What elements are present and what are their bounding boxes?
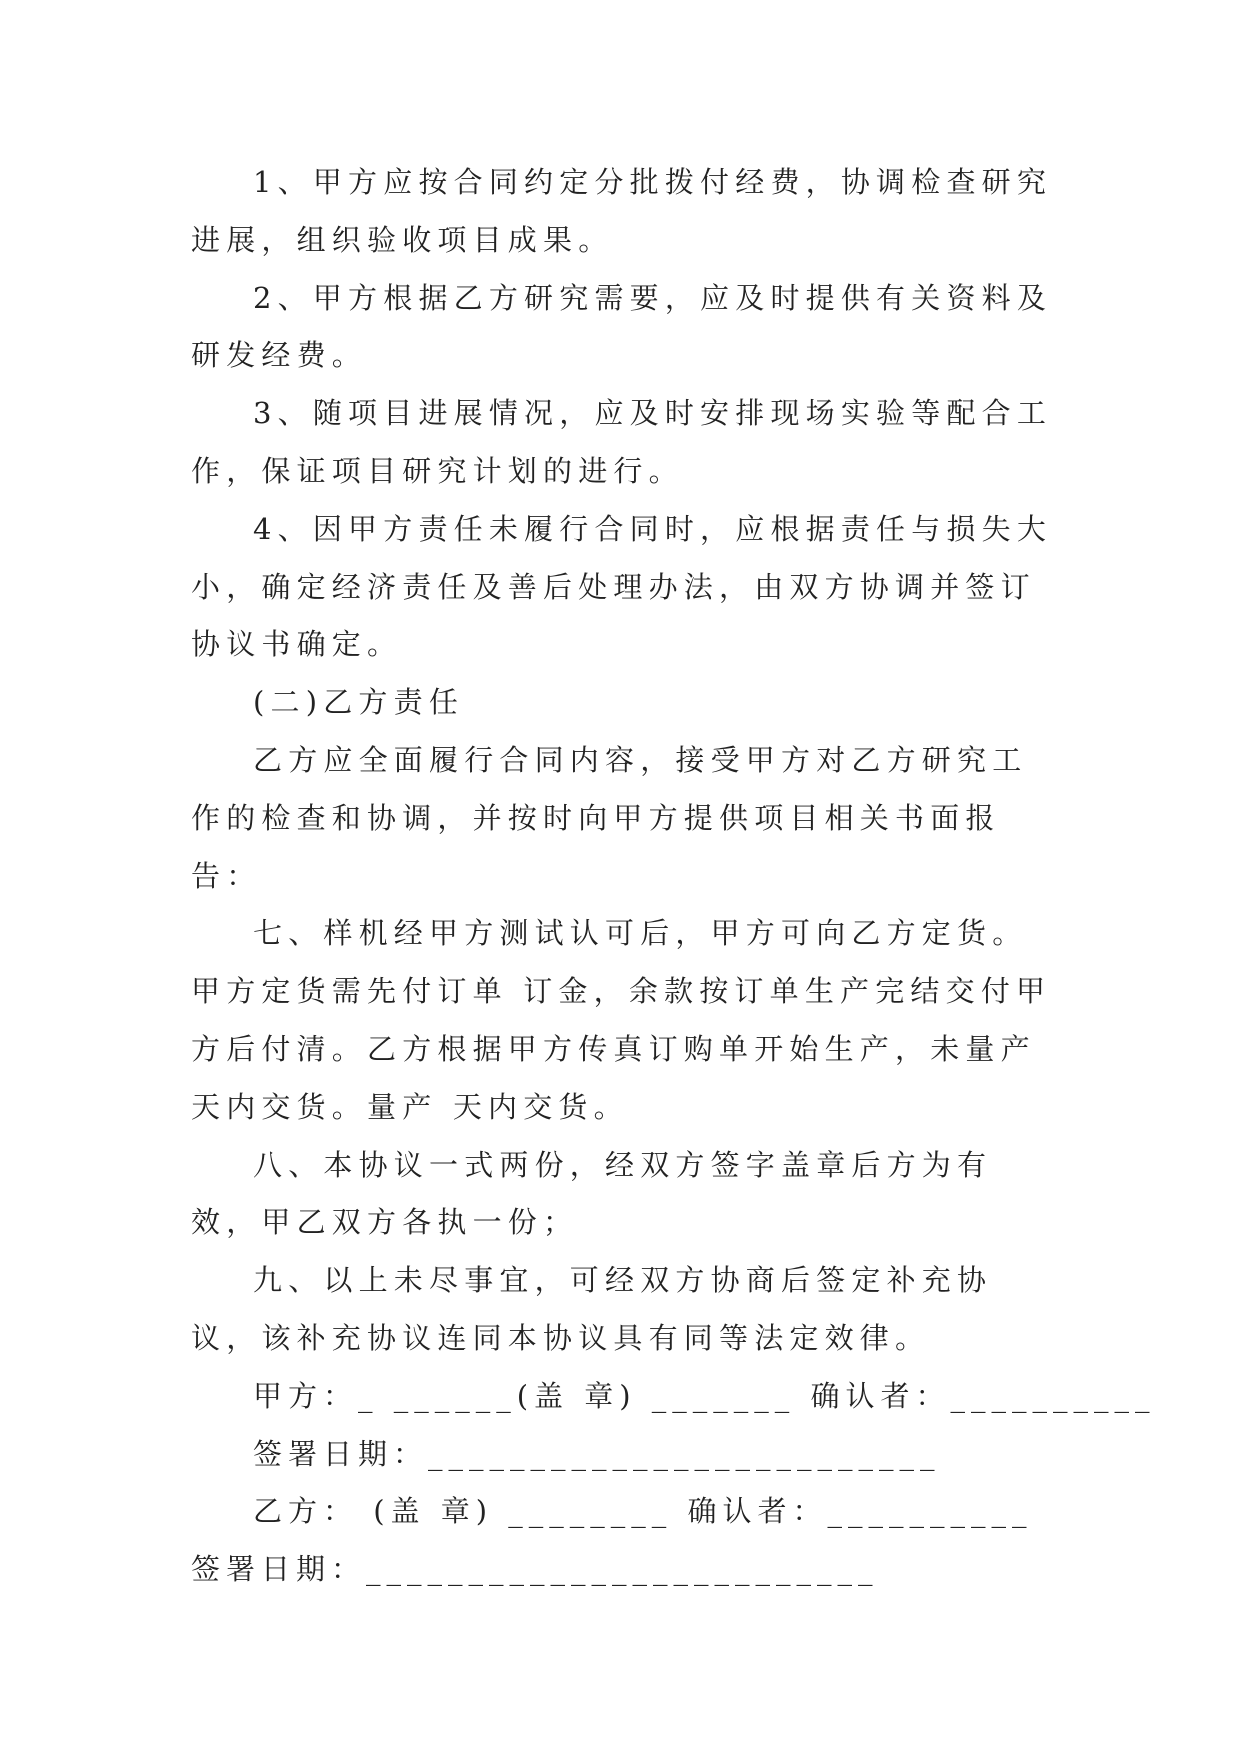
- clause-4: 4、因甲方责任未履行合同时，应根据责任与损失大小，确定经济责任及善后处理办法，由双方协调并签订协议书确定。: [191, 511, 1053, 662]
- clause-2: 2、甲方根据乙方研究需要，应及时提供有关资料及研发经费。: [191, 280, 1053, 373]
- clause-8: 八、本协议一式两份，经双方签字盖章后方为有效，甲乙双方各执一份；: [191, 1147, 993, 1240]
- clause-1: 1、甲方应按合同约定分批拨付经费，协调检查研究进展，组织验收项目成果。: [191, 165, 1053, 257]
- party-b-signature-line: 乙方： (盖 章) ________ 确认者：__________ 签署日期：_________________________: [191, 1494, 1048, 1587]
- clause-7: 七、样机经甲方测试认可后，甲方可向乙方定货。甲方定货需先付订单 订金，余款按订单生产完结交付甲方后付清。乙方根据甲方传真订购单开始生产，未量产 天内交货。量产 天内交货。: [191, 916, 1052, 1124]
- party-b-duties: 乙方应全面履行合同内容，接受甲方对乙方研究工作的检查和协调，并按时向甲方提供项目相关书面报告：: [191, 742, 1028, 893]
- section-heading-party-b: (二)乙方责任: [253, 685, 465, 720]
- clause-3: 3、随项目进展情况，应及时安排现场实验等配合工作，保证项目研究计划的进行。: [191, 396, 1053, 488]
- document-body: [191, 154, 1156, 1599]
- party-a-signature-line: 甲方：_ ______(盖 章) _______ 确认者：__________: [253, 1378, 1156, 1413]
- clause-9: 九、以上未尽事宜，可经双方协商后签定补充协议，该补充协议连同本协议具有同等法定效律。: [191, 1263, 993, 1355]
- party-a-sign-date: 签署日期：_________________________: [253, 1436, 941, 1471]
